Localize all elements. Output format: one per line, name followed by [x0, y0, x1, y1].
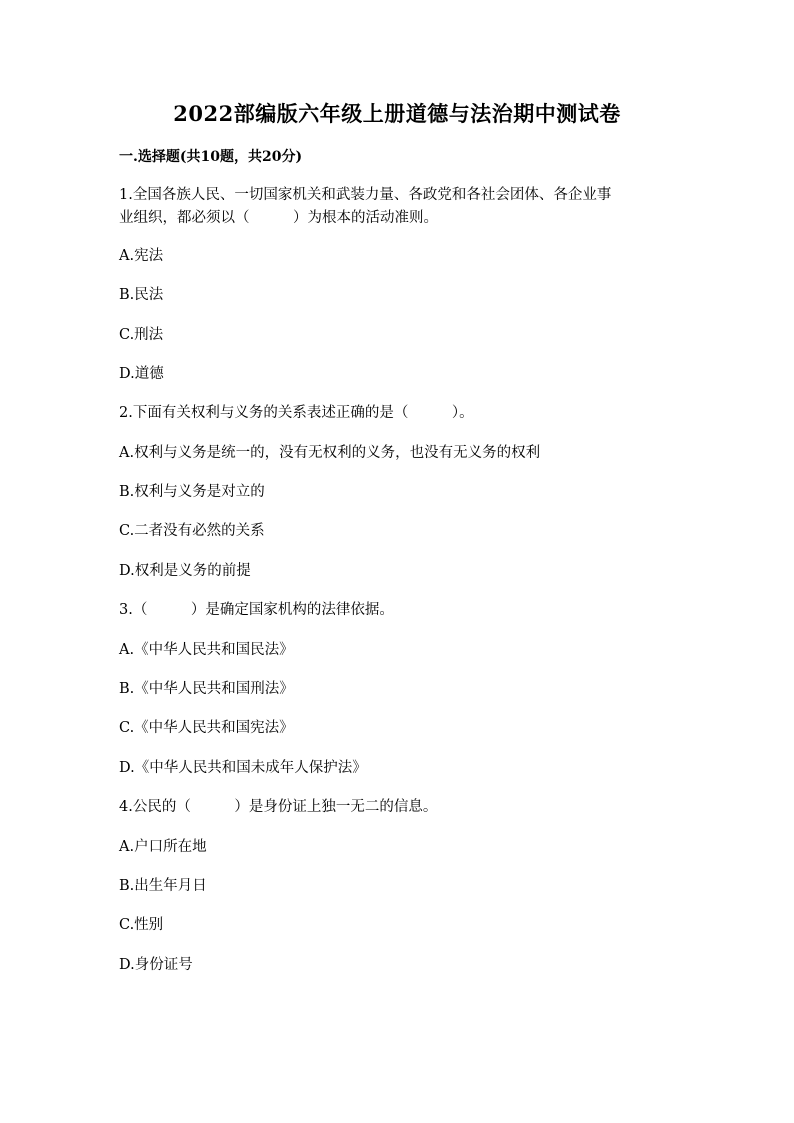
question-1-option-b: B.民法 [119, 287, 164, 303]
question-1-option-c: C.刑法 [119, 327, 164, 343]
question-3-option-c: C.《中华人民共和国宪法》 [119, 720, 294, 736]
question-2-option-a: A.权利与义务是统一的，没有无权利的义务，也没有无义务的权利 [119, 445, 541, 461]
question-1-option-a: A.宪法 [119, 248, 164, 264]
question-2-stem: 2.下面有关权利与义务的关系表述正确的是（ ）。 [119, 405, 474, 421]
question-1-stem-line-2: 业组织，都必须以（ ）为根本的活动准则。 [119, 210, 438, 226]
question-1-stem-line-1: 1.全国各族人民、一切国家机关和武装力量、各政党和各社会团体、各企业事 [119, 187, 612, 203]
question-2-option-d: D.权利是义务的前提 [119, 563, 251, 579]
question-4-option-d: D.身份证号 [119, 957, 193, 973]
question-3-option-d: D.《中华人民共和国未成年人保护法》 [119, 760, 367, 776]
question-3-stem: 3.（ ）是确定国家机构的法律依据。 [119, 602, 394, 618]
question-2-option-b: B.权利与义务是对立的 [119, 484, 265, 500]
question-4-stem: 4.公民的（ ）是身份证上独一无二的信息。 [119, 799, 438, 815]
question-2-option-c: C.二者没有必然的关系 [119, 523, 265, 539]
question-4-option-b: B.出生年月日 [119, 878, 207, 894]
question-3-option-a: A.《中华人民共和国民法》 [119, 642, 294, 658]
question-4-option-c: C.性别 [119, 917, 164, 933]
question-4-option-a: A.户口所在地 [119, 839, 207, 855]
question-3-option-b: B.《中华人民共和国刑法》 [119, 681, 294, 697]
page-title: 2022部编版六年级上册道德与法治期中测试卷 [173, 101, 621, 126]
question-1-option-d: D.道德 [119, 366, 164, 382]
section-heading: 一.选择题(共10题，共20分) [119, 149, 303, 165]
